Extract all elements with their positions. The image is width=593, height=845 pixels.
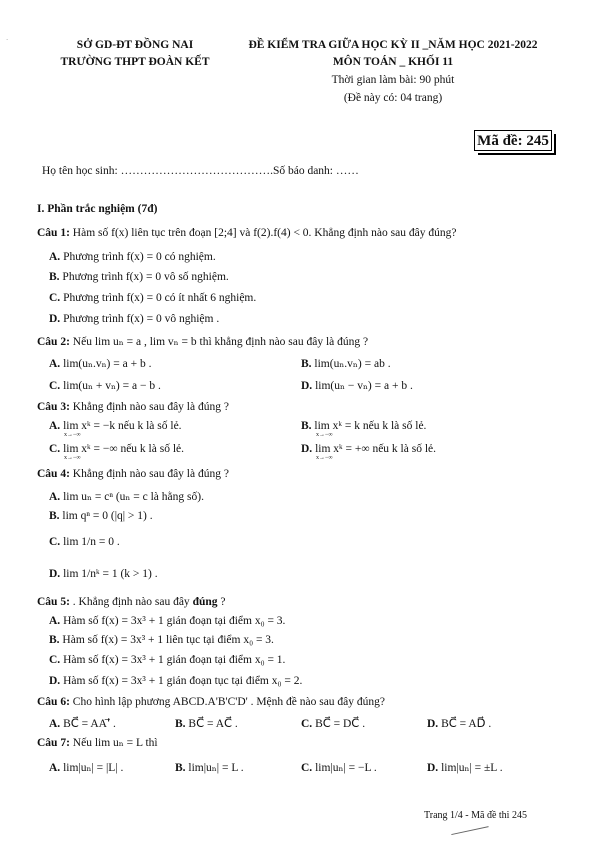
- section-title: I. Phần trắc nghiệm (7đ): [37, 203, 158, 215]
- question-4: Câu 4: Khẳng định nào sau đây là đúng ?: [37, 468, 229, 480]
- limit-subscript: x→−∞: [316, 455, 333, 461]
- option: D. BC⃗ = AD⃗ .: [427, 718, 492, 730]
- option: A. lim(uₙ.vₙ) = a + b .: [49, 358, 152, 370]
- student-info-line: Họ tên học sinh: ………………………………….Số báo danh: ……: [42, 165, 359, 177]
- option: A. lim xᵏ = −k nếu k là số lẻ.: [49, 420, 182, 432]
- option: A. lim uₙ = cⁿ (uₙ = c là hằng số).: [49, 491, 204, 503]
- question-3: Câu 3: Khẳng định nào sau đây là đúng ?: [37, 401, 229, 413]
- scan-mark: ·: [6, 36, 9, 44]
- exam-code: Mã đề: 245: [477, 133, 549, 149]
- question-7: Câu 7: Nếu lim uₙ = L thì: [37, 737, 158, 749]
- limit-subscript: x→−∞: [316, 432, 333, 438]
- option: D. Hàm số f(x) = 3x³ + 1 gián đoạn tục tại điểm x₀ = 2.: [49, 675, 303, 687]
- exam-time: Thời gian làm bài: 90 phút: [331, 74, 455, 86]
- question-1: [37, 227, 456, 239]
- limit-subscript: x→−∞: [64, 432, 81, 438]
- subject: MÔN TOÁN _ KHỐI 11: [332, 56, 454, 68]
- question-label: Câu 1:: [37, 227, 70, 239]
- page-count: (Đề này có: 04 trang): [343, 92, 443, 104]
- option: C. lim|uₙ| = −L .: [301, 762, 377, 774]
- option: A. BC⃗ = AA'⃗ .: [49, 718, 116, 730]
- option: C. Hàm số f(x) = 3x³ + 1 gián đoạn tại điểm x₀ = 1.: [49, 654, 286, 666]
- option: D. lim|uₙ| = ±L .: [427, 762, 503, 774]
- option: A. Hàm số f(x) = 3x³ + 1 gián đoạn tại điểm x₀ = 3.: [49, 615, 286, 627]
- option: B. lim(uₙ.vₙ) = ab .: [301, 358, 391, 370]
- question-5: Câu 5: . Khẳng định nào sau đây đúng ?: [37, 596, 226, 608]
- school-name: TRƯỜNG THPT ĐOÀN KẾT: [60, 56, 210, 68]
- question-6: Câu 6: Cho hình lập phương ABCD.A'B'C'D' . Mệnh đề nào sau đây đúng?: [37, 696, 386, 708]
- dept-name: SỞ GD-ĐT ĐỒNG NAI: [76, 39, 194, 51]
- exam-code-box: [474, 130, 552, 151]
- option: D. lim 1/nᵏ = 1 (k > 1) .: [49, 568, 158, 580]
- page-footer: Trang 1/4 - Mã đề thi 245: [424, 810, 527, 821]
- option: B. BC⃗ = AC⃗ .: [175, 718, 238, 730]
- question-2: Câu 2: Nếu lim uₙ = a , lim vₙ = b thì khẳng định nào sau đây là đúng ?: [37, 336, 369, 348]
- option: D. lim xᵏ = +∞ nếu k là số lẻ.: [301, 443, 436, 455]
- option: A. lim|uₙ| = |L| .: [49, 762, 124, 774]
- exam-title: ĐỀ KIỂM TRA GIỮA HỌC KỲ II _NĂM HỌC 2021-2022: [248, 39, 538, 51]
- handwritten-mark: [451, 826, 490, 845]
- option: C. Phương trình f(x) = 0 có ít nhất 6 nghiệm.: [49, 292, 257, 304]
- option: C. lim xᵏ = −∞ nếu k là số lẻ.: [49, 443, 184, 455]
- option: D. Phương trình f(x) = 0 vô nghiệm .: [49, 313, 220, 325]
- option: B. lim qⁿ = 0 (|q| > 1) .: [49, 510, 153, 522]
- option: B. Phương trình f(x) = 0 vô số nghiệm.: [49, 271, 229, 283]
- option: C. BC⃗ = DC⃗ .: [301, 718, 366, 730]
- option: C. lim(uₙ + vₙ) = a − b .: [49, 380, 161, 392]
- option: A. Phương trình f(x) = 0 có nghiệm.: [49, 251, 216, 263]
- option: B. lim xᵏ = k nếu k là số lẻ.: [301, 420, 427, 432]
- limit-subscript: x→−∞: [64, 455, 81, 461]
- option: B. Hàm số f(x) = 3x³ + 1 liên tục tại điểm x₀ = 3.: [49, 634, 274, 646]
- question-text: Hàm số f(x) liên tục trên đoạn [2;4] và f(2).f(4) < 0. Khẳng định nào sau đây đúng?: [72, 227, 457, 239]
- option: C. lim 1/n = 0 .: [49, 536, 120, 548]
- option: D. lim(uₙ − vₙ) = a + b .: [301, 380, 413, 392]
- option: B. lim|uₙ| = L .: [175, 762, 244, 774]
